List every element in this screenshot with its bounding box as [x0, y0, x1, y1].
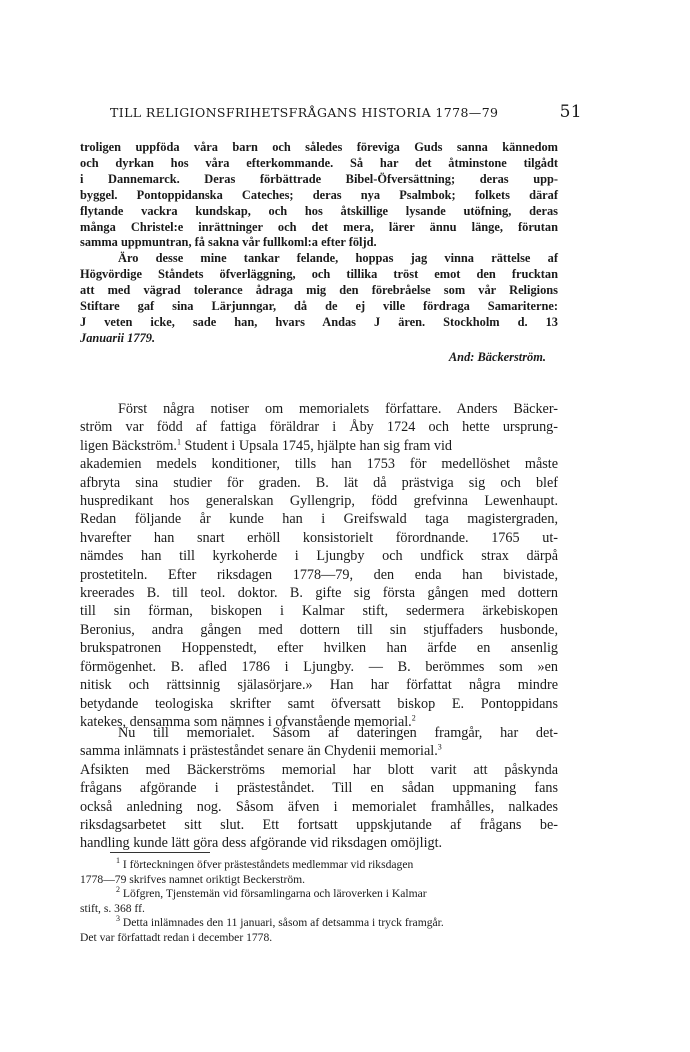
body-line: kreerades B. till teol. doktor. B. gifte sig första gången med dottern: [80, 585, 558, 602]
footnote-line: Detta inlämnades den 11 januari, såsom af detsamma i tryck framgår.: [122, 916, 444, 930]
footnote-line: stift, s. 368 ff.: [80, 901, 145, 915]
body-line-part: samma inlämnats i prästeståndet senare än Chydenii memorial.: [80, 743, 438, 760]
quote-line: troligen uppföda våra barn och således föreviga Guds sanna kännedom: [80, 140, 558, 154]
quote-line: många Christel:e inrättninger och det mera, lärer ännu länge, förutan: [80, 219, 558, 234]
quote-line: i Dannemarck. Deras förbättrade Bibel-Öfversättning; deras upp-: [80, 171, 558, 186]
body-line: hvarefter han snart erhöll konsistorielt förordnande. 1765 ut-: [80, 529, 558, 546]
quote-line: Stiftare gaf sina Lärjunngar, då de ej ville fördraga Samariterne:: [80, 299, 558, 314]
body-line: Beronius, andra gången med dottern till sin stjuffaders husbonde,: [80, 621, 558, 638]
footnote-line: Löfgren, Tjenstemän vid församlingarna och läroverken i Kalmar: [122, 887, 427, 901]
footnote-marker: 2: [411, 713, 416, 723]
body-line: Afsikten med Bäckerströms memorial har blott varit att påskynda: [80, 761, 558, 778]
body-line-part: Student i Upsala 1745, hjälpte han sig fram vid: [184, 437, 453, 454]
body-line: nitisk och rättsinnig själasörjare.» Han har författat några mindre: [80, 677, 558, 694]
body-line: handling kunde lätt göra dess afgörande vid riksdagen omöjligt.: [80, 835, 443, 852]
body-line: Först några notiser om memorialets författare. Anders Bäcker-: [118, 401, 558, 417]
body-line: Redan följande år kunde han i Greifswald taga magistergraden,: [80, 511, 558, 528]
paragraph-author-notes: [80, 400, 558, 731]
footnote-line: I förteckningen öfver prästeståndets medlemmar vid riksdagen: [122, 858, 414, 871]
body-line: prostetiteln. Efter riksdagen 1778—79, den enda han bivistade,: [80, 566, 558, 583]
body-line: akademien medels konditioner, tills han 1753 för medellöshet måste: [80, 456, 558, 473]
body-line: [80, 437, 558, 455]
body-line: Nu till memorialet. Såsom af dateringen framgår, har det-: [118, 725, 558, 741]
footnote-3: [80, 916, 558, 945]
footnote-marker: 2: [116, 885, 120, 895]
quoted-memorial-text: [80, 140, 558, 366]
quote-signature: And: Bäckerström.: [448, 349, 546, 364]
quote-line: och dyrkan hos våra efterkommande. Så har det åtminstone tilgådt: [80, 155, 558, 170]
quote-line: Äro desse mine tankar felande, hoppas jag vinna rättelse af: [118, 251, 558, 266]
body-line: frågans afgörande i prästeståndet. Till en sådan uppmaning fans: [80, 780, 558, 797]
body-line: riksdagsarbetet sitt slut. Ett fortsatt uppskjutande af frågans be-: [80, 817, 558, 834]
body-line: afbryta sina studier för graden. B. lät då prästviga sig och blef: [80, 474, 558, 491]
page-number: 51: [559, 102, 582, 122]
footnote-marker: 3: [437, 742, 442, 752]
quote-line: Januarii 1779.: [80, 330, 156, 345]
body-line: huspredikant hos generalskan Gyllengrip, född grefvinna Lewenhaupt.: [80, 493, 558, 510]
footnote-divider: [110, 852, 210, 853]
footnote-2: [80, 887, 558, 916]
footnote-marker: 1: [116, 856, 120, 866]
quote-line: byggel. Pontoppidanska Cateches; deras nya Psalmbok; folkets däraf: [80, 187, 558, 202]
body-line: brukspatronen Hoppenstedt, efter hvilken han ärfde en ansenlig: [80, 640, 558, 657]
quote-line: Högvördige Ståndets öfverläggning, och tillika tröst emot den frucktan: [80, 267, 558, 282]
quote-line: samma uppmuntran, få sakna vår fullkoml:a efter följd.: [80, 235, 377, 250]
footnote-line: 1778—79 skrifves namnet oriktigt Beckerström.: [80, 872, 306, 886]
footnotes: [80, 858, 558, 946]
body-line-part: katekes, densamma som nämnes i ofvanstående memorial.: [80, 713, 412, 730]
body-line: också anledning nog. Såsom äfven i memorialet framhålles, nalkades: [80, 798, 558, 815]
body-line: betydande teologiska skrifter samt öfversatt biskop E. Pontoppidans: [80, 695, 558, 712]
body-line: till sin förman, biskopen i Kalmar stift, sedermera ärkebiskopen: [80, 603, 558, 620]
running-title: TILL RELIGIONSFRIHETSFRÅGANS HISTORIA 1778—79: [110, 105, 499, 120]
body-line: förmögenhet. B. afled 1786 i Ljungby. — B. berömmes som »en: [80, 658, 558, 675]
body-line: ström var född af fattiga föräldrar i Åby 1724 och hette ursprung-: [80, 419, 558, 436]
footnote-line: Det var författadt redan i december 1778.: [80, 930, 273, 944]
body-line: nämdes han till kyrkoherde i Ljungby och undfick strax därpå: [80, 548, 558, 565]
footnote-marker: 1: [176, 437, 181, 447]
quote-line: J veten icke, sade han, hvars Andas J ären. Stockholm d. 13: [80, 314, 558, 329]
quote-line: att med vägrad tolerance ådraga mig den förebråelse som vår Religions: [80, 283, 558, 298]
footnote-1: [80, 858, 558, 887]
paragraph-memorial: [80, 724, 558, 853]
quote-line: flytande vackra kundskap, och hos åtskillige lysande utöfning, deras: [80, 203, 558, 218]
running-header: [110, 98, 582, 120]
body-line-part: ligen Bäckström.: [80, 437, 177, 454]
body-line: [80, 742, 558, 760]
footnote-marker: 3: [116, 914, 120, 924]
